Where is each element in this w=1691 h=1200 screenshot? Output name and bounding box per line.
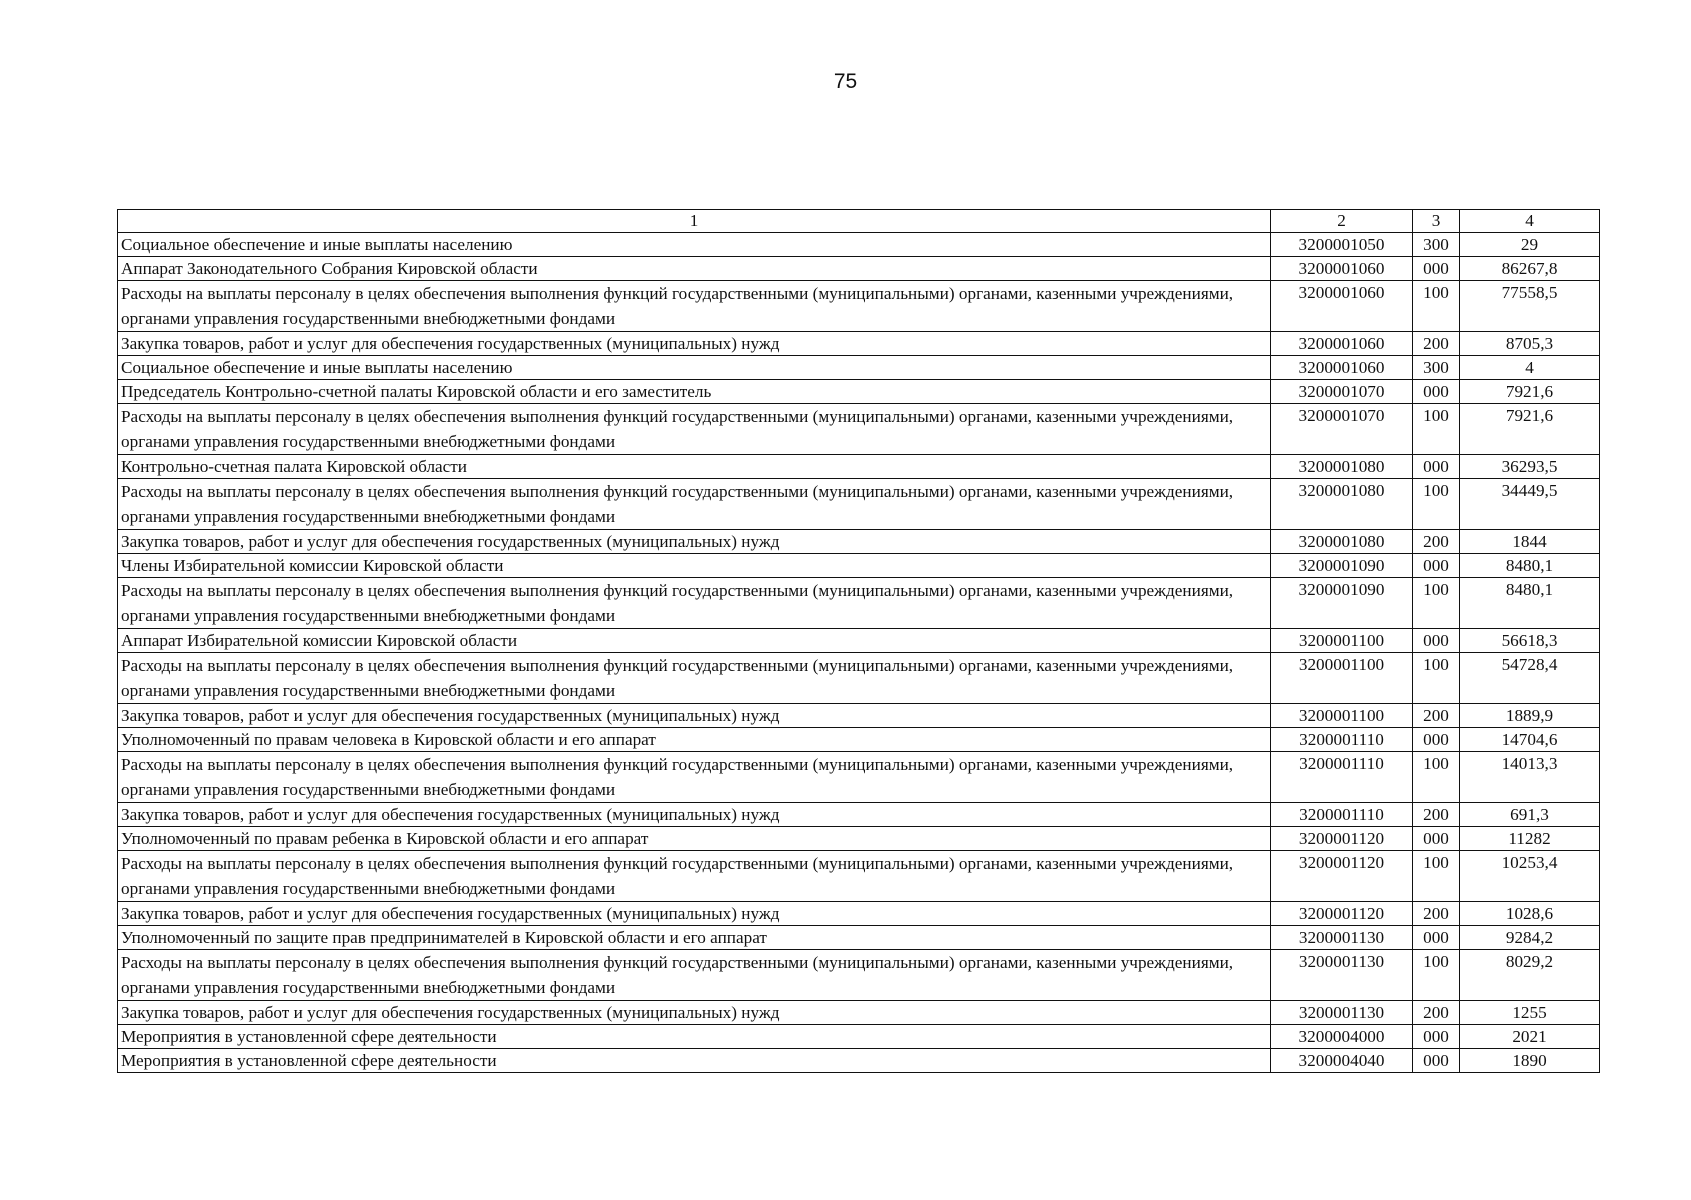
- table-row: [118, 629, 1600, 653]
- table-row: [118, 578, 1600, 629]
- row-name-cell: Контрольно-счетная палата Кировской области: [118, 455, 1271, 479]
- row-name-cell: Расходы на выплаты персоналу в целях обеспечения выполнения функций государственными (муниципальными) органами, казенными учреждениями, органами управления государственными внебюджетными фондами: [118, 578, 1271, 629]
- row-amount-cell: 14704,6: [1460, 728, 1600, 752]
- row-kind-cell: 200: [1413, 332, 1460, 356]
- row-kind-cell: 000: [1413, 257, 1460, 281]
- row-code-cell: 3200001130: [1271, 926, 1413, 950]
- row-amount-cell: 86267,8: [1460, 257, 1600, 281]
- row-code-cell: 3200004040: [1271, 1049, 1413, 1073]
- row-amount-cell: 1844: [1460, 530, 1600, 554]
- row-kind-cell: 100: [1413, 479, 1460, 530]
- column-header-1: 1: [118, 210, 1271, 233]
- budget-table-container: [117, 209, 1599, 1073]
- row-kind-cell: 200: [1413, 1001, 1460, 1025]
- table-row: [118, 752, 1600, 803]
- row-amount-cell: 56618,3: [1460, 629, 1600, 653]
- row-name-cell: Социальное обеспечение и иные выплаты населению: [118, 356, 1271, 380]
- table-row: [118, 1025, 1600, 1049]
- row-code-cell: 3200004000: [1271, 1025, 1413, 1049]
- row-code-cell: 3200001100: [1271, 704, 1413, 728]
- row-amount-cell: 4: [1460, 356, 1600, 380]
- row-name-cell: Уполномоченный по правам человека в Кировской области и его аппарат: [118, 728, 1271, 752]
- row-amount-cell: 11282: [1460, 827, 1600, 851]
- table-row: [118, 1049, 1600, 1073]
- row-name-cell: Уполномоченный по правам ребенка в Кировской области и его аппарат: [118, 827, 1271, 851]
- row-name-cell: Расходы на выплаты персоналу в целях обеспечения выполнения функций государственными (муниципальными) органами, казенными учреждениями, органами управления государственными внебюджетными фондами: [118, 851, 1271, 902]
- row-code-cell: 3200001060: [1271, 332, 1413, 356]
- table-row: [118, 530, 1600, 554]
- row-name-cell: Уполномоченный по защите прав предпринимателей в Кировской области и его аппарат: [118, 926, 1271, 950]
- row-code-cell: 3200001090: [1271, 554, 1413, 578]
- row-kind-cell: 100: [1413, 653, 1460, 704]
- table-row: [118, 728, 1600, 752]
- row-kind-cell: 000: [1413, 1025, 1460, 1049]
- row-amount-cell: 1890: [1460, 1049, 1600, 1073]
- row-amount-cell: 1028,6: [1460, 902, 1600, 926]
- row-kind-cell: 100: [1413, 404, 1460, 455]
- table-row: [118, 233, 1600, 257]
- row-code-cell: 3200001060: [1271, 257, 1413, 281]
- row-kind-cell: 100: [1413, 578, 1460, 629]
- row-code-cell: 3200001060: [1271, 356, 1413, 380]
- table-row: [118, 479, 1600, 530]
- budget-table: [117, 209, 1600, 1073]
- row-kind-cell: 100: [1413, 851, 1460, 902]
- table-row: [118, 1001, 1600, 1025]
- row-amount-cell: 34449,5: [1460, 479, 1600, 530]
- row-name-cell: Закупка товаров, работ и услуг для обеспечения государственных (муниципальных) нужд: [118, 530, 1271, 554]
- row-kind-cell: 300: [1413, 356, 1460, 380]
- row-name-cell: Аппарат Избирательной комиссии Кировской области: [118, 629, 1271, 653]
- row-kind-cell: 000: [1413, 629, 1460, 653]
- page-number: 75: [833, 70, 858, 93]
- row-name-cell: Закупка товаров, работ и услуг для обеспечения государственных (муниципальных) нужд: [118, 1001, 1271, 1025]
- table-row: [118, 653, 1600, 704]
- table-row: [118, 380, 1600, 404]
- table-row: [118, 902, 1600, 926]
- budget-table-body: [118, 210, 1600, 1073]
- row-code-cell: 3200001110: [1271, 803, 1413, 827]
- row-amount-cell: 10253,4: [1460, 851, 1600, 902]
- row-code-cell: 3200001110: [1271, 752, 1413, 803]
- row-name-cell: Закупка товаров, работ и услуг для обеспечения государственных (муниципальных) нужд: [118, 902, 1271, 926]
- row-kind-cell: 100: [1413, 950, 1460, 1001]
- table-row: [118, 257, 1600, 281]
- table-row: [118, 332, 1600, 356]
- row-amount-cell: 77558,5: [1460, 281, 1600, 332]
- row-kind-cell: 000: [1413, 926, 1460, 950]
- row-kind-cell: 200: [1413, 902, 1460, 926]
- row-amount-cell: 9284,2: [1460, 926, 1600, 950]
- row-name-cell: Закупка товаров, работ и услуг для обеспечения государственных (муниципальных) нужд: [118, 803, 1271, 827]
- row-amount-cell: 36293,5: [1460, 455, 1600, 479]
- row-code-cell: 3200001110: [1271, 728, 1413, 752]
- row-code-cell: 3200001080: [1271, 455, 1413, 479]
- row-code-cell: 3200001100: [1271, 629, 1413, 653]
- row-name-cell: Расходы на выплаты персоналу в целях обеспечения выполнения функций государственными (муниципальными) органами, казенными учреждениями, органами управления государственными внебюджетными фондами: [118, 404, 1271, 455]
- row-code-cell: 3200001080: [1271, 479, 1413, 530]
- row-kind-cell: 100: [1413, 281, 1460, 332]
- table-row: [118, 356, 1600, 380]
- row-amount-cell: 14013,3: [1460, 752, 1600, 803]
- table-row: [118, 704, 1600, 728]
- row-code-cell: 3200001120: [1271, 827, 1413, 851]
- row-name-cell: Расходы на выплаты персоналу в целях обеспечения выполнения функций государственными (муниципальными) органами, казенными учреждениями, органами управления государственными внебюджетными фондами: [118, 653, 1271, 704]
- row-kind-cell: 200: [1413, 803, 1460, 827]
- table-row: [118, 803, 1600, 827]
- table-row: [118, 851, 1600, 902]
- row-code-cell: 3200001090: [1271, 578, 1413, 629]
- row-amount-cell: 8480,1: [1460, 578, 1600, 629]
- row-code-cell: 3200001070: [1271, 404, 1413, 455]
- row-code-cell: 3200001120: [1271, 902, 1413, 926]
- row-name-cell: Социальное обеспечение и иные выплаты населению: [118, 233, 1271, 257]
- table-row: [118, 281, 1600, 332]
- row-amount-cell: 7921,6: [1460, 380, 1600, 404]
- row-code-cell: 3200001080: [1271, 530, 1413, 554]
- row-name-cell: Аппарат Законодательного Собрания Кировской области: [118, 257, 1271, 281]
- row-amount-cell: 8029,2: [1460, 950, 1600, 1001]
- row-kind-cell: 000: [1413, 728, 1460, 752]
- table-row: [118, 404, 1600, 455]
- row-code-cell: 3200001130: [1271, 1001, 1413, 1025]
- row-name-cell: Расходы на выплаты персоналу в целях обеспечения выполнения функций государственными (муниципальными) органами, казенными учреждениями, органами управления государственными внебюджетными фондами: [118, 950, 1271, 1001]
- row-kind-cell: 100: [1413, 752, 1460, 803]
- row-name-cell: Члены Избирательной комиссии Кировской области: [118, 554, 1271, 578]
- row-kind-cell: 300: [1413, 233, 1460, 257]
- row-amount-cell: 691,3: [1460, 803, 1600, 827]
- row-name-cell: Закупка товаров, работ и услуг для обеспечения государственных (муниципальных) нужд: [118, 332, 1271, 356]
- row-kind-cell: 200: [1413, 530, 1460, 554]
- row-code-cell: 3200001130: [1271, 950, 1413, 1001]
- row-name-cell: Расходы на выплаты персоналу в целях обеспечения выполнения функций государственными (муниципальными) органами, казенными учреждениями, органами управления государственными внебюджетными фондами: [118, 479, 1271, 530]
- row-amount-cell: 7921,6: [1460, 404, 1600, 455]
- row-amount-cell: 54728,4: [1460, 653, 1600, 704]
- table-row: [118, 950, 1600, 1001]
- table-row: [118, 554, 1600, 578]
- row-name-cell: Расходы на выплаты персоналу в целях обеспечения выполнения функций государственными (муниципальными) органами, казенными учреждениями, органами управления государственными внебюджетными фондами: [118, 281, 1271, 332]
- row-amount-cell: 1889,9: [1460, 704, 1600, 728]
- row-name-cell: Председатель Контрольно-счетной палаты Кировской области и его заместитель: [118, 380, 1271, 404]
- row-name-cell: Мероприятия в установленной сфере деятельности: [118, 1049, 1271, 1073]
- column-header-2: 2: [1271, 210, 1413, 233]
- row-amount-cell: 8705,3: [1460, 332, 1600, 356]
- row-code-cell: 3200001120: [1271, 851, 1413, 902]
- row-code-cell: 3200001100: [1271, 653, 1413, 704]
- column-header-4: 4: [1460, 210, 1600, 233]
- row-code-cell: 3200001050: [1271, 233, 1413, 257]
- row-kind-cell: 000: [1413, 380, 1460, 404]
- row-kind-cell: 000: [1413, 827, 1460, 851]
- table-row: [118, 926, 1600, 950]
- row-amount-cell: 2021: [1460, 1025, 1600, 1049]
- row-kind-cell: 000: [1413, 554, 1460, 578]
- row-name-cell: Закупка товаров, работ и услуг для обеспечения государственных (муниципальных) нужд: [118, 704, 1271, 728]
- table-header-row: [118, 210, 1600, 233]
- row-amount-cell: 1255: [1460, 1001, 1600, 1025]
- row-amount-cell: 29: [1460, 233, 1600, 257]
- row-name-cell: Расходы на выплаты персоналу в целях обеспечения выполнения функций государственными (муниципальными) органами, казенными учреждениями, органами управления государственными внебюджетными фондами: [118, 752, 1271, 803]
- row-amount-cell: 8480,1: [1460, 554, 1600, 578]
- table-row: [118, 455, 1600, 479]
- column-header-3: 3: [1413, 210, 1460, 233]
- row-kind-cell: 000: [1413, 455, 1460, 479]
- table-row: [118, 827, 1600, 851]
- row-code-cell: 3200001070: [1271, 380, 1413, 404]
- row-name-cell: Мероприятия в установленной сфере деятельности: [118, 1025, 1271, 1049]
- row-kind-cell: 200: [1413, 704, 1460, 728]
- row-kind-cell: 000: [1413, 1049, 1460, 1073]
- row-code-cell: 3200001060: [1271, 281, 1413, 332]
